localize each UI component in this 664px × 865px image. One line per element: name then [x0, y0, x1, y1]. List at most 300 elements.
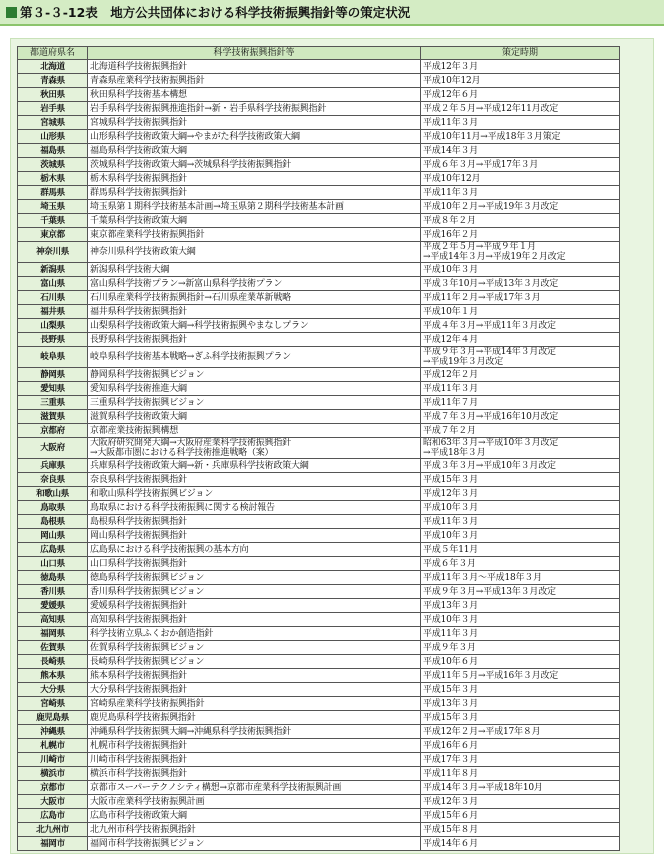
policy-line: 埼玉県第１期科学技術基本計画→埼玉県第２期科学技術基本計画	[90, 201, 344, 212]
period-line: 平成９年３月→平成14年３月改定	[423, 347, 556, 357]
period-line: 平成11年３月	[423, 628, 479, 639]
cell-period	[421, 158, 620, 172]
cell-policy	[88, 214, 421, 228]
policy-line: 秋田県科学技術基本構想	[90, 89, 187, 100]
cell-policy	[88, 725, 421, 739]
cell-period	[421, 795, 620, 809]
table-row	[18, 585, 620, 599]
period-line: 平成７年３月→平成16年10月改定	[423, 411, 559, 422]
table-row	[18, 291, 620, 305]
table-row	[18, 753, 620, 767]
period-line: 平成10年３月	[423, 264, 479, 275]
period-line: 平成16年６月	[423, 740, 479, 751]
cell-policy	[88, 823, 421, 837]
table-row	[18, 242, 620, 263]
page-title: 第３-３-12表 地方公共団体における科学技術振興指針等の策定状況	[20, 5, 411, 20]
table-row	[18, 277, 620, 291]
table-row	[18, 473, 620, 487]
cell-policy	[88, 88, 421, 102]
policy-table	[17, 46, 620, 851]
policy-line: 高知県科学技術振興指針	[90, 614, 187, 625]
period-line: 平成12年２月→平成17年８月	[423, 726, 541, 737]
cell-policy	[88, 809, 421, 823]
cell-prefecture: 横浜市	[18, 767, 88, 781]
cell-prefecture: 秋田県	[18, 88, 88, 102]
table-row	[18, 613, 620, 627]
period-line: 平成５年11月	[423, 544, 479, 555]
cell-policy	[88, 102, 421, 116]
policy-line: 愛知県科学技術推進大綱	[90, 383, 187, 394]
policy-line: 科学技術立県ふくおか創造指針	[90, 628, 214, 639]
cell-prefecture: 岡山県	[18, 529, 88, 543]
cell-policy	[88, 711, 421, 725]
cell-period	[421, 809, 620, 823]
policy-line: 岐阜県科学技術基本戦略→ぎふ科学技術振興プラン	[90, 352, 291, 362]
cell-policy	[88, 697, 421, 711]
period-line: 平成13年３月	[423, 698, 479, 709]
policy-line: 札幌市科学技術振興指針	[90, 740, 187, 751]
table-row	[18, 368, 620, 382]
period-line: 平成11年３月	[423, 383, 479, 394]
cell-policy	[88, 200, 421, 214]
policy-line: 群馬県科学技術振興指針	[90, 187, 187, 198]
period-line: 平成14年３月→平成18年10月	[423, 782, 543, 793]
cell-prefecture: 千葉県	[18, 214, 88, 228]
policy-line: 島根県科学技術振興指針	[90, 516, 187, 527]
table-row	[18, 319, 620, 333]
cell-period	[421, 200, 620, 214]
cell-period	[421, 438, 620, 459]
cell-prefecture: 和歌山県	[18, 487, 88, 501]
period-line: 平成12年３月	[423, 61, 479, 72]
cell-policy	[88, 333, 421, 347]
cell-policy	[88, 186, 421, 200]
period-line: 平成10年３月	[423, 614, 479, 625]
policy-line: 宮崎県産業科学技術振興指針	[90, 698, 205, 709]
cell-period	[421, 473, 620, 487]
cell-policy	[88, 144, 421, 158]
cell-prefecture: 熊本県	[18, 669, 88, 683]
cell-policy	[88, 172, 421, 186]
cell-period	[421, 277, 620, 291]
table-row	[18, 557, 620, 571]
cell-policy	[88, 501, 421, 515]
period-line: 平成15年３月	[423, 712, 479, 723]
title-bar	[0, 0, 664, 26]
policy-line: 宮城県科学技術振興指針	[90, 117, 187, 128]
period-line: 平成12年４月	[423, 334, 479, 345]
table-row	[18, 767, 620, 781]
policy-line: 山梨県科学技術政策大綱→科学技術振興やまなしプラン	[90, 320, 309, 331]
cell-period	[421, 697, 620, 711]
table-row	[18, 781, 620, 795]
cell-prefecture: 香川県	[18, 585, 88, 599]
cell-prefecture: 宮崎県	[18, 697, 88, 711]
cell-prefecture: 京都府	[18, 424, 88, 438]
table-row	[18, 186, 620, 200]
cell-period	[421, 543, 620, 557]
cell-period	[421, 655, 620, 669]
cell-period	[421, 74, 620, 88]
policy-line: 長野県科学技術振興指針	[90, 334, 187, 345]
period-line: 平成11年３月	[423, 187, 479, 198]
cell-policy	[88, 543, 421, 557]
table-row	[18, 739, 620, 753]
table-row	[18, 74, 620, 88]
policy-line: 横浜市科学技術振興指針	[90, 768, 187, 779]
policy-line: 福岡市科学技術振興ビジョン	[90, 838, 205, 849]
period-line: 平成10年３月	[423, 502, 479, 513]
policy-line: 奈良県科学技術振興指針	[90, 474, 187, 485]
table-row	[18, 823, 620, 837]
table-row	[18, 697, 620, 711]
table-row	[18, 655, 620, 669]
cell-prefecture: 京都市	[18, 781, 88, 795]
cell-period	[421, 228, 620, 242]
table-row	[18, 200, 620, 214]
policy-line: 熊本県科学技術振興指針	[90, 670, 187, 681]
table-row	[18, 438, 620, 459]
table-row	[18, 144, 620, 158]
table-row	[18, 683, 620, 697]
period-line: →平成18年３月	[423, 448, 486, 458]
cell-period	[421, 424, 620, 438]
cell-policy	[88, 739, 421, 753]
table-row	[18, 158, 620, 172]
cell-prefecture: 沖縄県	[18, 725, 88, 739]
cell-policy	[88, 515, 421, 529]
cell-period	[421, 102, 620, 116]
cell-period	[421, 144, 620, 158]
cell-policy	[88, 396, 421, 410]
cell-prefecture: 島根県	[18, 515, 88, 529]
cell-prefecture: 山梨県	[18, 319, 88, 333]
cell-prefecture: 広島市	[18, 809, 88, 823]
table-row	[18, 214, 620, 228]
policy-line: 鹿児島県科学技術振興指針	[90, 712, 196, 723]
policy-line: 広島市科学技術政策大綱	[90, 810, 187, 821]
cell-policy	[88, 74, 421, 88]
cell-policy	[88, 837, 421, 851]
cell-period	[421, 347, 620, 368]
cell-prefecture: 徳島県	[18, 571, 88, 585]
cell-period	[421, 242, 620, 263]
table-row	[18, 130, 620, 144]
cell-period	[421, 459, 620, 473]
cell-prefecture: 大阪市	[18, 795, 88, 809]
cell-policy	[88, 655, 421, 669]
cell-prefecture: 青森県	[18, 74, 88, 88]
cell-prefecture: 石川県	[18, 291, 88, 305]
period-line: 平成11年５月→平成16年３月改定	[423, 670, 559, 681]
period-line: 平成11年３月	[423, 117, 479, 128]
policy-line: 広島県における科学技術振興の基本方向	[90, 544, 249, 555]
cell-policy	[88, 571, 421, 585]
cell-policy	[88, 627, 421, 641]
table-row	[18, 333, 620, 347]
cell-period	[421, 557, 620, 571]
period-line: 平成13年３月	[423, 600, 479, 611]
table-row	[18, 669, 620, 683]
table-row	[18, 116, 620, 130]
period-line: 平成２年５月→平成９年１月	[423, 242, 536, 252]
period-line: 平成17年３月	[423, 754, 479, 765]
period-line: 平成15年８月	[423, 824, 479, 835]
period-line: 平成15年６月	[423, 810, 479, 821]
cell-prefecture: 三重県	[18, 396, 88, 410]
period-line: 平成15年３月	[423, 474, 479, 485]
period-line: 平成10年３月	[423, 530, 479, 541]
cell-prefecture: 東京都	[18, 228, 88, 242]
cell-period	[421, 214, 620, 228]
cell-policy	[88, 557, 421, 571]
table-row	[18, 571, 620, 585]
cell-prefecture: 岩手県	[18, 102, 88, 116]
policy-line: 北九州市科学技術振興指針	[90, 824, 196, 835]
table-row	[18, 88, 620, 102]
cell-prefecture: 北九州市	[18, 823, 88, 837]
period-line: 平成10年２月→平成19年３月改定	[423, 201, 559, 212]
table-row	[18, 396, 620, 410]
cell-policy	[88, 242, 421, 263]
cell-prefecture: 静岡県	[18, 368, 88, 382]
cell-prefecture: 大阪府	[18, 438, 88, 459]
table-row	[18, 60, 620, 74]
cell-prefecture: 群馬県	[18, 186, 88, 200]
table-row	[18, 501, 620, 515]
period-line: 平成７年２月	[423, 425, 476, 436]
table-row	[18, 543, 620, 557]
cell-period	[421, 382, 620, 396]
table-row	[18, 627, 620, 641]
policy-line: 長崎県科学技術振興ビジョン	[90, 656, 205, 667]
table-row	[18, 837, 620, 851]
cell-period	[421, 725, 620, 739]
table-row	[18, 382, 620, 396]
table-row	[18, 410, 620, 424]
cell-period	[421, 627, 620, 641]
policy-line: 兵庫県科学技術政策大綱→新・兵庫県科学技術政策大綱	[90, 460, 309, 471]
cell-prefecture: 長野県	[18, 333, 88, 347]
policy-line: 石川県産業科学技術振興指針→石川県産業革新戦略	[90, 292, 291, 303]
policy-line: 神奈川県科学技術政策大綱	[90, 247, 196, 257]
cell-period	[421, 501, 620, 515]
cell-policy	[88, 613, 421, 627]
cell-period	[421, 172, 620, 186]
cell-period	[421, 333, 620, 347]
policy-line: 福井県科学技術振興指針	[90, 306, 187, 317]
cell-period	[421, 319, 620, 333]
cell-policy	[88, 781, 421, 795]
title-square-icon	[6, 7, 17, 18]
cell-policy	[88, 641, 421, 655]
period-line: 平成６年３月→平成17年３月	[423, 159, 539, 170]
table-row	[18, 725, 620, 739]
table-body	[18, 60, 620, 851]
cell-policy	[88, 459, 421, 473]
policy-line: 青森県産業科学技術振興指針	[90, 75, 205, 86]
cell-policy	[88, 438, 421, 459]
cell-prefecture: 神奈川県	[18, 242, 88, 263]
cell-period	[421, 683, 620, 697]
table-row	[18, 487, 620, 501]
period-line: 昭和63年３月→平成10年３月改定	[423, 438, 559, 448]
period-line: 平成９年３月→平成13年３月改定	[423, 586, 556, 597]
period-line: 平成10年12月	[423, 173, 481, 184]
period-line: 平成11年３月〜平成18年３月	[423, 572, 542, 583]
cell-period	[421, 823, 620, 837]
policy-line: 山口県科学技術振興指針	[90, 558, 187, 569]
cell-period	[421, 305, 620, 319]
cell-prefecture: 北海道	[18, 60, 88, 74]
table-row	[18, 263, 620, 277]
cell-period	[421, 396, 620, 410]
cell-prefecture: 茨城県	[18, 158, 88, 172]
cell-policy	[88, 529, 421, 543]
cell-period	[421, 130, 620, 144]
cell-prefecture: 岐阜県	[18, 347, 88, 368]
period-line: 平成10年６月	[423, 656, 479, 667]
period-line: 平成４年３月→平成11年３月改定	[423, 320, 556, 331]
cell-prefecture: 福岡県	[18, 627, 88, 641]
cell-policy	[88, 319, 421, 333]
period-line: 平成12年３月	[423, 796, 479, 807]
policy-line: 福島県科学技術政策大綱	[90, 145, 187, 156]
cell-policy	[88, 382, 421, 396]
cell-policy	[88, 116, 421, 130]
policy-line: 京都市スーパーテクノシティ構想→京都市産業科学技術振興計画	[90, 782, 342, 793]
cell-policy	[88, 368, 421, 382]
table-row	[18, 641, 620, 655]
policy-line: 千葉県科学技術政策大綱	[90, 215, 187, 226]
period-line: 平成10年１月	[423, 306, 479, 317]
period-line: 平成２年５月→平成12年11月改定	[423, 103, 559, 114]
period-line: 平成10年12月	[423, 75, 481, 86]
cell-policy	[88, 158, 421, 172]
cell-prefecture: 山口県	[18, 557, 88, 571]
policy-line: 滋賀県科学技術政策大綱	[90, 411, 187, 422]
cell-period	[421, 368, 620, 382]
cell-prefecture: 福島県	[18, 144, 88, 158]
cell-prefecture: 宮城県	[18, 116, 88, 130]
cell-prefecture: 栃木県	[18, 172, 88, 186]
cell-policy	[88, 473, 421, 487]
cell-prefecture: 札幌市	[18, 739, 88, 753]
period-line: 平成11年８月	[423, 768, 479, 779]
policy-line: 香川県科学技術振興ビジョン	[90, 586, 205, 597]
cell-period	[421, 641, 620, 655]
cell-prefecture: 新潟県	[18, 263, 88, 277]
cell-prefecture: 愛知県	[18, 382, 88, 396]
cell-prefecture: 佐賀県	[18, 641, 88, 655]
table-header-row	[18, 47, 620, 60]
period-line: 平成15年３月	[423, 684, 479, 695]
cell-period	[421, 585, 620, 599]
table-row	[18, 424, 620, 438]
table-row	[18, 809, 620, 823]
cell-prefecture: 大分県	[18, 683, 88, 697]
period-line: 平成12年６月	[423, 89, 479, 100]
cell-period	[421, 837, 620, 851]
cell-policy	[88, 487, 421, 501]
cell-period	[421, 753, 620, 767]
policy-line: 大分県科学技術振興指針	[90, 684, 187, 695]
policy-line: 愛媛県科学技術振興指針	[90, 600, 187, 611]
cell-period	[421, 599, 620, 613]
cell-policy	[88, 669, 421, 683]
policy-line: 和歌山県科学技術振興ビジョン	[90, 488, 214, 499]
table-row	[18, 228, 620, 242]
cell-period	[421, 487, 620, 501]
table-row	[18, 515, 620, 529]
cell-period	[421, 263, 620, 277]
table-row	[18, 459, 620, 473]
cell-prefecture: 愛媛県	[18, 599, 88, 613]
policy-line: 川崎市科学技術振興指針	[90, 754, 187, 765]
cell-prefecture: 広島県	[18, 543, 88, 557]
cell-period	[421, 767, 620, 781]
policy-line: 茨城県科学技術政策大綱→茨城県科学技術振興指針	[90, 159, 291, 170]
period-line: 平成６年３月	[423, 558, 476, 569]
cell-policy	[88, 347, 421, 368]
cell-prefecture: 高知県	[18, 613, 88, 627]
policy-line: 徳島県科学技術振興ビジョン	[90, 572, 205, 583]
cell-period	[421, 60, 620, 74]
policy-line: 栃木県科学技術振興指針	[90, 173, 187, 184]
cell-period	[421, 88, 620, 102]
period-line: 平成14年３月	[423, 145, 479, 156]
cell-prefecture: 埼玉県	[18, 200, 88, 214]
cell-period	[421, 529, 620, 543]
header-period: 策定時期	[421, 47, 620, 60]
cell-policy	[88, 291, 421, 305]
cell-prefecture: 滋賀県	[18, 410, 88, 424]
period-line: →平成19年３月改定	[423, 357, 503, 367]
cell-period	[421, 571, 620, 585]
policy-line: 静岡県科学技術振興ビジョン	[90, 369, 205, 380]
cell-policy	[88, 585, 421, 599]
table-row	[18, 172, 620, 186]
cell-prefecture: 福井県	[18, 305, 88, 319]
cell-period	[421, 613, 620, 627]
period-line: 平成３年３月→平成10年３月改定	[423, 460, 556, 471]
period-line: 平成12年２月	[423, 369, 479, 380]
cell-period	[421, 669, 620, 683]
cell-policy	[88, 60, 421, 74]
cell-prefecture: 兵庫県	[18, 459, 88, 473]
cell-period	[421, 410, 620, 424]
cell-policy	[88, 599, 421, 613]
period-line: 平成11年２月→平成17年３月	[423, 292, 541, 303]
period-line: 平成14年６月	[423, 838, 479, 849]
cell-prefecture: 福岡市	[18, 837, 88, 851]
period-line: 平成11年３月	[423, 516, 479, 527]
cell-policy	[88, 263, 421, 277]
period-line: 平成16年２月	[423, 229, 479, 240]
period-line: 平成３年10月→平成13年３月改定	[423, 278, 559, 289]
policy-line: 北海道科学技術振興指針	[90, 61, 187, 72]
cell-prefecture: 長崎県	[18, 655, 88, 669]
cell-prefecture: 奈良県	[18, 473, 88, 487]
cell-period	[421, 711, 620, 725]
policy-line: 京都産業技術振興構想	[90, 425, 179, 436]
policy-line: →大阪都市圏における科学技術推進戦略（案）	[90, 448, 274, 458]
cell-prefecture: 鹿児島県	[18, 711, 88, 725]
cell-policy	[88, 683, 421, 697]
cell-policy	[88, 795, 421, 809]
table-row	[18, 529, 620, 543]
cell-period	[421, 186, 620, 200]
